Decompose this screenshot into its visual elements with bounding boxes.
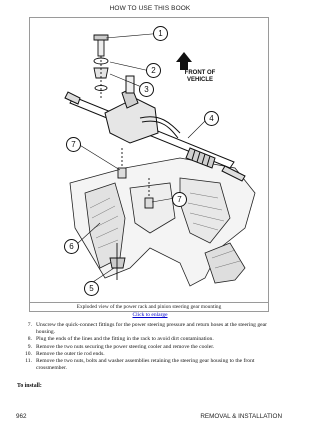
step-text: Unscrew the quick-connect fittings for the power steering pressure and return hoses at the steering gear housing.	[36, 322, 267, 336]
step-item	[14, 344, 276, 351]
front-label-line1: FRONT OF	[184, 70, 216, 76]
callout-2: 2	[146, 63, 161, 78]
procedure-steps	[14, 322, 276, 372]
click-to-enlarge-link[interactable]: Click to enlarge	[132, 312, 168, 318]
page-number: 962	[16, 413, 27, 420]
section-title: REMOVAL & INSTALLATION	[200, 413, 282, 420]
step-number: 10.	[25, 350, 32, 357]
callout-7-upper: 7	[66, 137, 81, 152]
callout-6: 6	[64, 239, 79, 254]
callout-7-lower: 7	[172, 192, 187, 207]
front-label-line2: VEHICLE	[186, 77, 213, 83]
exploded-view-illustration	[30, 18, 270, 304]
step-item	[14, 358, 276, 372]
callout-3: 3	[139, 82, 154, 97]
step-number: 11.	[25, 358, 32, 365]
step-text: Remove the two nuts, bolts and washer assemblies retaining the steering gear housing to the front crossmember.	[36, 358, 255, 372]
step-text: Remove the outer tie rod ends.	[36, 350, 105, 357]
install-heading: To install:	[17, 383, 42, 389]
front-of-vehicle-label	[174, 70, 226, 84]
page-header: HOW TO USE THIS BOOK	[109, 5, 191, 12]
callout-1: 1	[153, 26, 168, 41]
step-number: 8.	[27, 336, 32, 343]
step-item	[14, 336, 276, 343]
steering-gear-figure[interactable]	[29, 17, 269, 303]
step-item	[14, 322, 276, 336]
step-text: Plug the ends of the lines and the fitting in the rack to avoid dirt contamination.	[36, 336, 214, 343]
step-number: 7.	[27, 322, 32, 328]
step-item	[14, 351, 276, 358]
figure-caption: Exploded view of the power rack and pinion steering gear mounting	[29, 303, 269, 312]
callout-5: 5	[84, 281, 99, 296]
step-number: 9.	[27, 343, 32, 350]
callout-4: 4	[204, 111, 219, 126]
step-text: Remove the two nuts securing the power steering cooler and remove the cooler.	[36, 343, 215, 350]
